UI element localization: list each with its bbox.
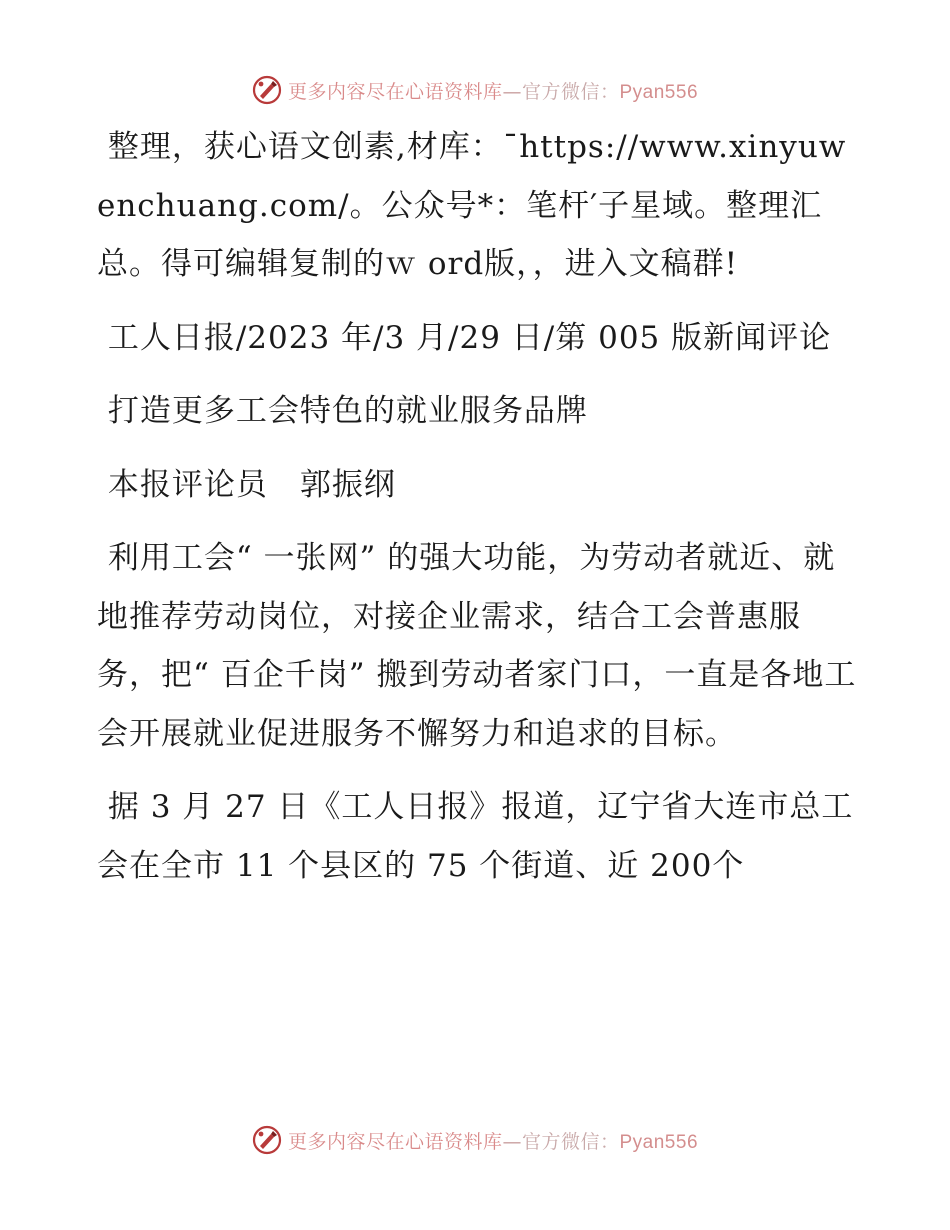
watermark-text [288, 1127, 698, 1154]
watermark-account: Pyan556 [619, 1131, 699, 1153]
watermark-wechat-label: 官方微信： [521, 1130, 620, 1153]
pen-seal-icon [252, 75, 282, 105]
watermark-text [288, 77, 698, 104]
watermark-dash: — [502, 80, 522, 103]
pen-seal-icon [252, 1125, 282, 1155]
watermark-wechat-label: 官方微信： [521, 80, 620, 103]
header-watermark-banner [0, 70, 950, 110]
watermark-prefix: 更多内容尽在心语资料库 [287, 1130, 503, 1153]
article-title: 打造更多工会特色的就业服务品牌 [107, 393, 588, 429]
watermark-dash: — [502, 1130, 522, 1153]
intro-paragraph: 整理，获心语文创素,材库：¯https://www.xinyuwenchuang.com/。公众号*：笔杆′子星域。整理汇总。得可编辑复制的ｗ ord版，，进入文稿群! [97, 129, 847, 282]
body-paragraph: 利用工会“ 一张网” 的强大功能，为劳动者就近、就地推荐劳动岗位，对接企业需求，结合工会普惠服务，把“ 百企千岗” 搬到劳动者家门口，一直是各地工会开展就业促进服务不懈努力和追求的目标。 [97, 540, 857, 752]
source-line: 工人日报/2023 年/3 月/29 日/第 005 版新闻评论 [107, 319, 832, 356]
watermark-account: Pyan556 [619, 81, 699, 103]
footer-watermark-banner [0, 1120, 950, 1160]
watermark-prefix: 更多内容尽在心语资料库 [287, 80, 503, 103]
document-body [97, 118, 857, 895]
author-line: 本报评论员 郭振纲 [107, 466, 396, 503]
body-paragraph: 据 3 月 27 日《工人日报》报道，辽宁省大连市总工会在全市 11 个县区的 75 个街道、近 200个 [97, 789, 854, 884]
